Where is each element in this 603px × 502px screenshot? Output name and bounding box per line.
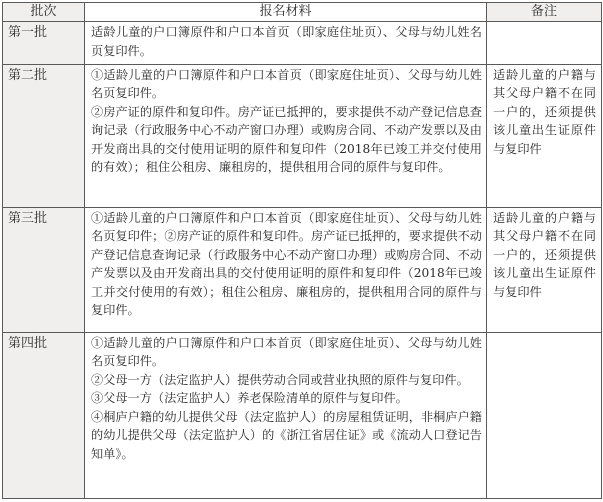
- materials-item: ①适龄儿童的户口簿原件和户口本首页（即家庭住址页）、父母与幼儿姓名页复印件。: [91, 335, 482, 369]
- materials-cell: [85, 22, 487, 65]
- table-row: [3, 207, 602, 332]
- batch-cell: 第一批: [3, 22, 85, 65]
- table-header-row: [3, 3, 602, 22]
- header-note: 备注: [487, 3, 602, 22]
- materials-item: ③父母一方（法定监护人）养老保险清单的原件与复印件。: [91, 391, 408, 406]
- materials-item: ②父母一方（法定监护人）提供劳动合同或营业执照的原件与复印件。: [91, 372, 469, 387]
- header-materials: 报名材料: [85, 3, 487, 22]
- materials-cell: [85, 64, 487, 207]
- materials-item: ④桐庐户籍的幼儿提供父母（法定监护人）的房屋租赁证明，非桐庐户籍的幼儿提供父母（法定监护人）的《浙江省居住证》或《流动人口登记告知单》。: [91, 409, 482, 461]
- materials-item: ②房产证的原件和复印件。房产证已抵押的，要求提供不动产登记信息查询记录（行政服务中心不动产窗口办理）或购房合同、不动产发票以及由开发商出具的交付使用证明的原件和复印件（2018年已竣工并交付使用的有效）；租住公租房、廉租房的，提供租用合同的原件与复印件。: [91, 104, 482, 175]
- batch-cell: 第三批: [3, 207, 85, 332]
- header-batch: 批次: [3, 3, 85, 22]
- table-row: [3, 22, 602, 65]
- enrollment-materials-table: [2, 2, 602, 499]
- batch-cell: 第四批: [3, 332, 85, 498]
- batch-cell: 第二批: [3, 64, 85, 207]
- note-cell: [487, 22, 602, 65]
- materials-item: ①适龄儿童的户口簿原件和户口本首页（即家庭住址页）、父母与幼儿姓名页复印件；②房产证的原件和复印件。房产证已抵押的，要求提供不动产登记信息查询记录（行政服务中心不动产窗口办理）或购房合同、不动产发票以及由开发商出具的交付使用证明的原件和复印件（2018年已竣工并交付使用的有效）；租住公租房、廉租房的，提供租用合同的原件与复印件。: [91, 210, 482, 318]
- materials-cell: [85, 207, 487, 332]
- table-row: [3, 332, 602, 498]
- note-cell: 适龄儿童的户籍与其父母户籍不在同一户的，还须提供该儿童出生证原件与复印件: [487, 64, 602, 207]
- materials-item: 适龄儿童的户口簿原件和户口本首页（即家庭住址页）、父母与幼儿姓名页复印件。: [91, 25, 482, 58]
- note-cell: 适龄儿童的户籍与其父母户籍不在同一户的，还须提供该儿童出生证原件与复印件: [487, 207, 602, 332]
- materials-item: ①适龄儿童的户口簿原件和户口本首页（即家庭住址页）、父母与幼儿姓名页复印件。: [91, 67, 482, 101]
- table-row: [3, 64, 602, 207]
- materials-cell: [85, 332, 487, 498]
- note-cell: [487, 332, 602, 498]
